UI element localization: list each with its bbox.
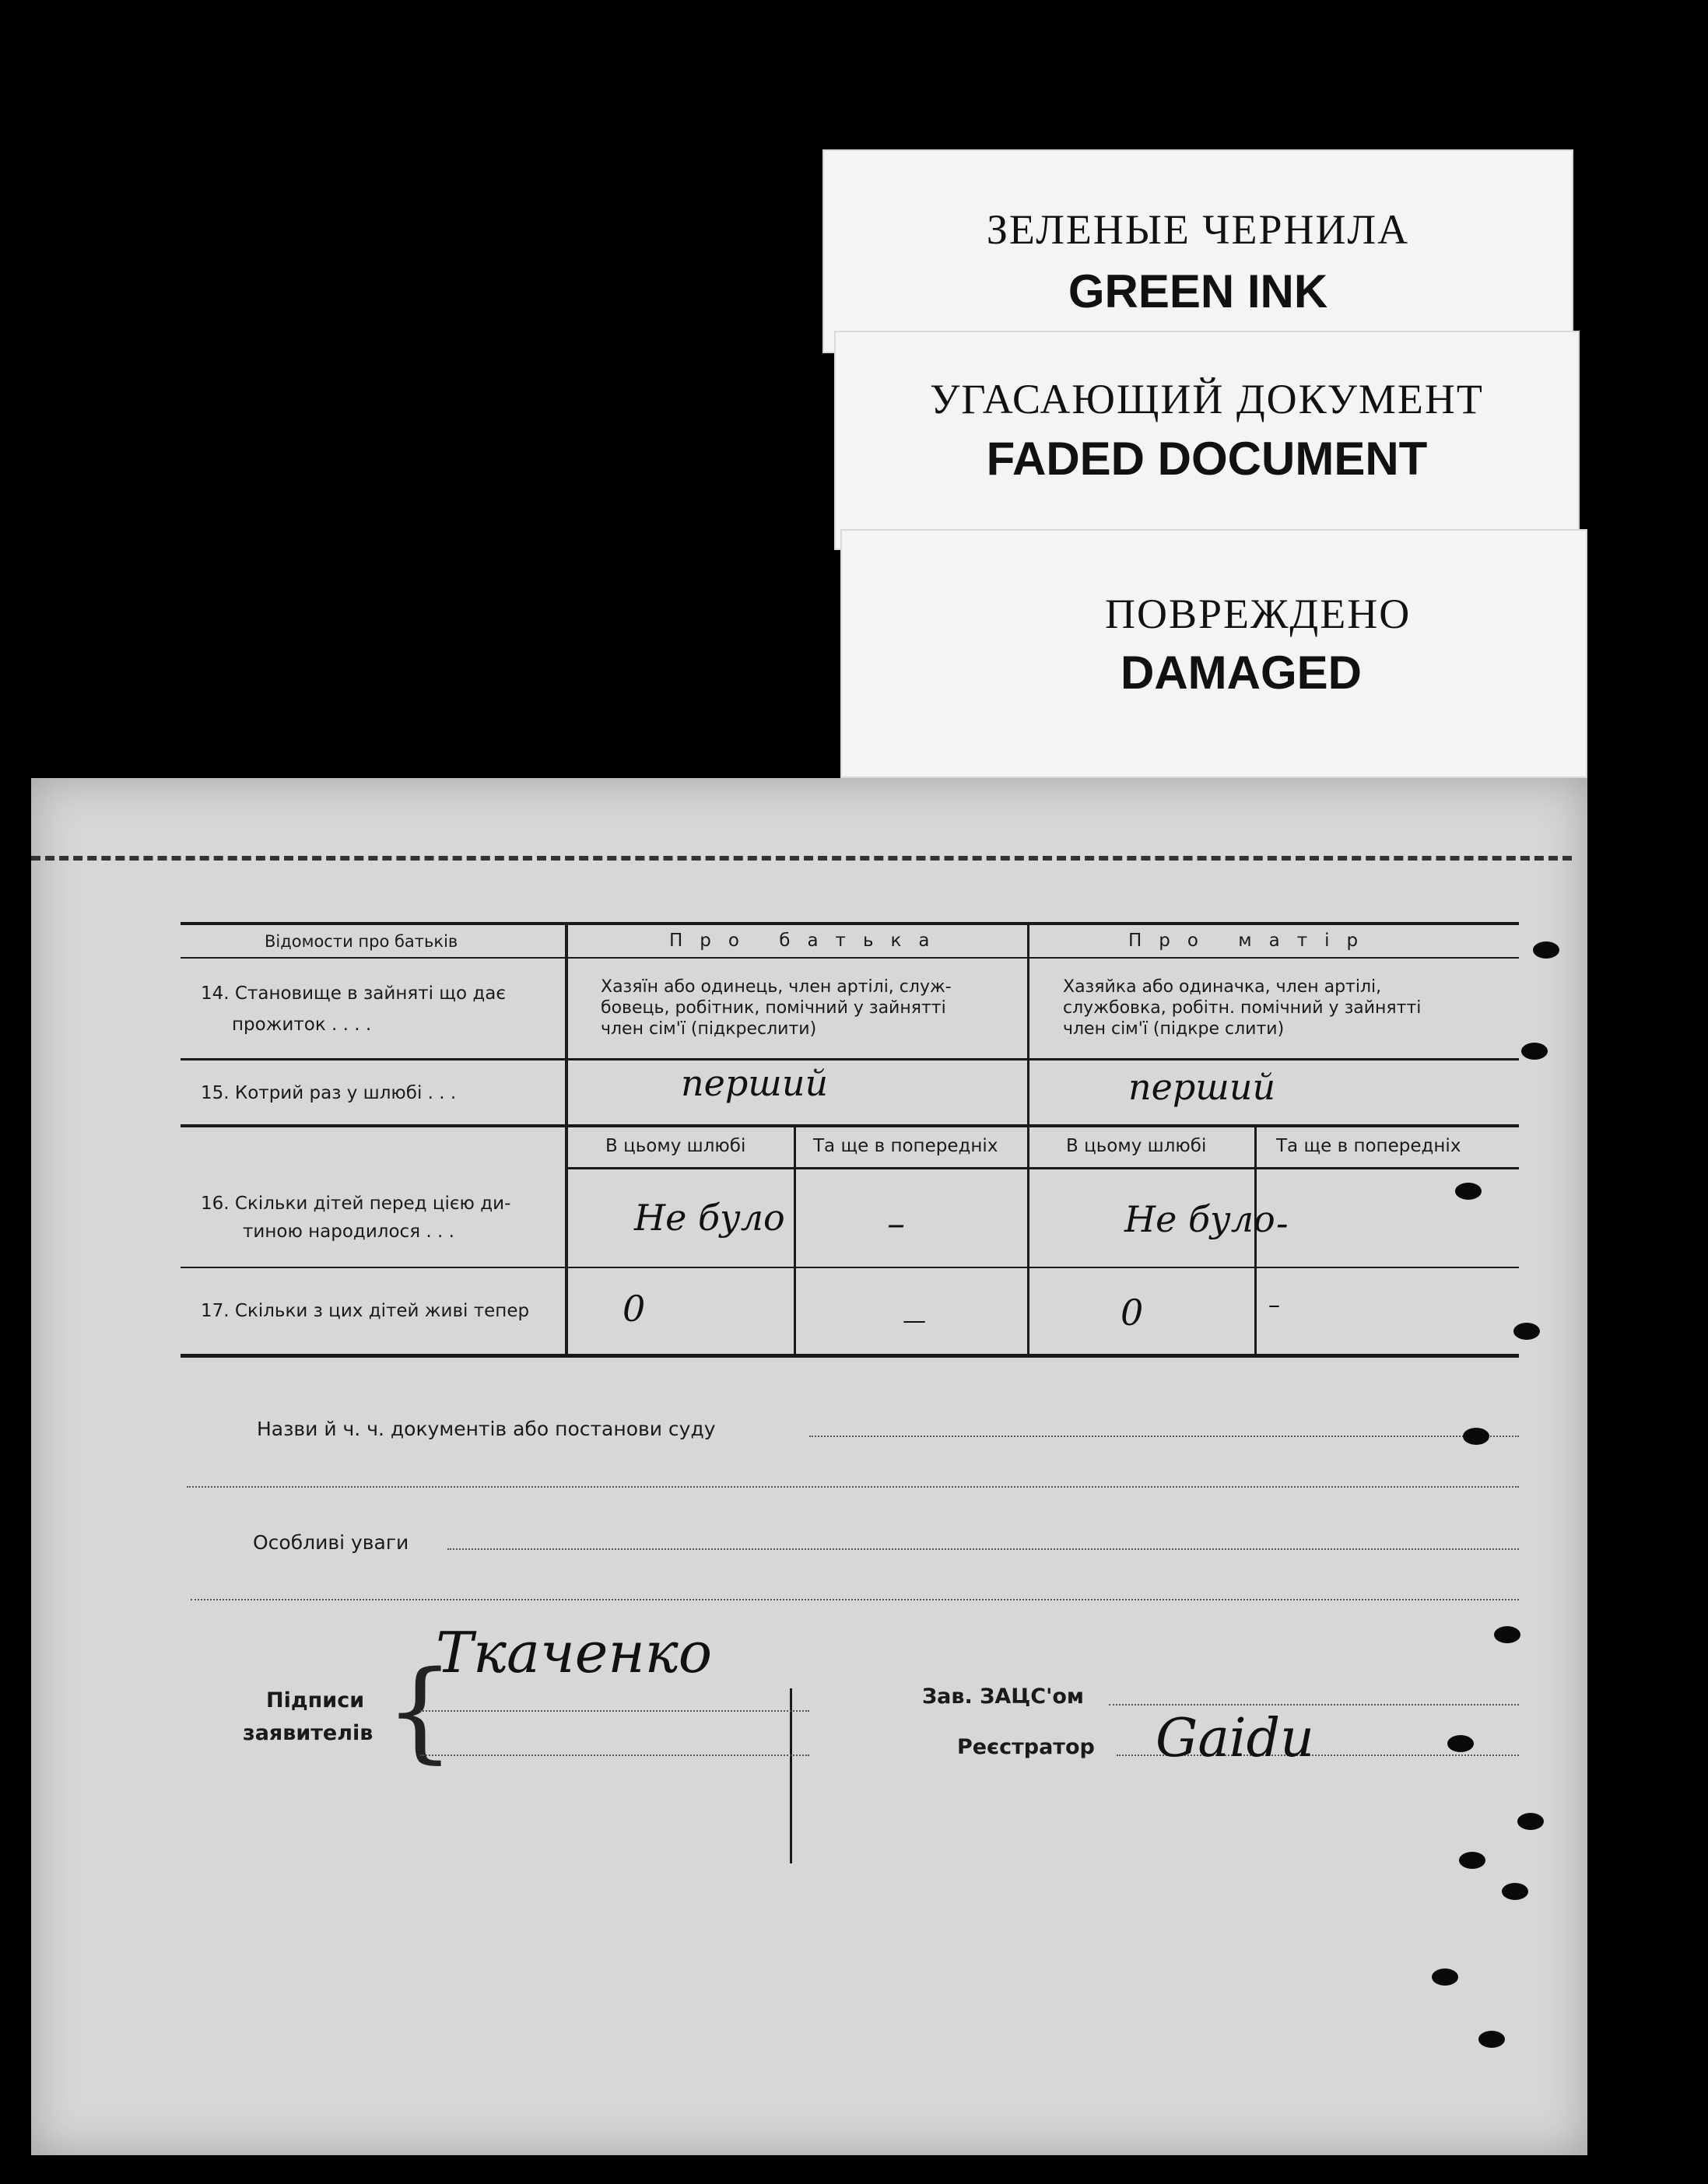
signature-line-1 [420, 1710, 809, 1712]
row17-mother-this: 0 [1121, 1292, 1144, 1334]
row16-mother-prev: - [1276, 1202, 1289, 1244]
row14-father-2: бовець, робітник, помічний у зайнятті [601, 998, 946, 1018]
col-divider-1 [565, 924, 568, 1356]
row17-father-prev: — [903, 1307, 926, 1334]
col-divider-mother [1254, 1127, 1257, 1356]
remarks-label: Особливі уваги [253, 1531, 409, 1554]
registrar-signature: Gaidu [1156, 1708, 1314, 1769]
faded-document-en: FADED DOCUMENT [986, 433, 1428, 485]
signature-stroke [790, 1688, 792, 1863]
damage-hole [1432, 1968, 1458, 1986]
faded-document-label [834, 331, 1580, 550]
row14-mother-1: Хазяйка або одиначка, член артілі, [1063, 977, 1382, 997]
row14-label-2: прожиток . . . . [232, 1015, 372, 1035]
faded-document-ru: УГАСАЮЩИЙ ДОКУМЕНТ [930, 376, 1484, 422]
damage-hole [1533, 941, 1559, 959]
row14-mother-3: член сім'ї (підкре слити) [1063, 1019, 1285, 1039]
green-ink-ru: ЗЕЛЕНЫЕ ЧЕРНИЛА [986, 206, 1410, 253]
applicant-signature: Ткаченко [436, 1620, 713, 1685]
row17-father-this: 0 [623, 1288, 646, 1330]
damage-hole [1502, 1883, 1528, 1900]
row15-father-value: перший [681, 1062, 829, 1104]
row16-border [181, 1267, 1519, 1268]
table-header-border [181, 957, 1519, 959]
green-ink-en: GREEN INK [1068, 265, 1328, 317]
subheader-mother-this: В цьому шлюбі [1066, 1136, 1207, 1156]
damage-hole [1494, 1626, 1520, 1643]
table-bottom-border [181, 1354, 1519, 1358]
damage-hole [1513, 1323, 1540, 1340]
damage-hole [1463, 1428, 1489, 1445]
row17-mother-prev: – [1268, 1292, 1280, 1319]
damage-hole [1478, 2031, 1505, 2048]
header-mother: Про матір [1128, 931, 1376, 951]
subheader-father-prev: Та ще в попередніх [813, 1136, 998, 1156]
head-line [1109, 1704, 1519, 1705]
col-divider-2 [1027, 924, 1029, 1356]
green-ink-label [822, 149, 1573, 353]
perforation-line [31, 856, 1572, 861]
row14-border [181, 1058, 1519, 1060]
row15-mother-value: перший [1128, 1066, 1276, 1108]
documents-line-2 [187, 1486, 1519, 1488]
header-father: Про батька [669, 931, 947, 951]
row16-father-prev: – [887, 1202, 905, 1244]
damage-hole [1521, 1043, 1548, 1060]
signature-line-2 [420, 1755, 809, 1756]
row15-label: 15. Котрий раз у шлюбі . . . [201, 1083, 457, 1103]
signatures-brace: { [385, 1648, 455, 1775]
subheader-father-this: В цьому шлюбі [605, 1136, 746, 1156]
table-top-border [181, 922, 1519, 925]
row16-label-2: тиною народилося . . . [243, 1222, 454, 1242]
damage-hole [1455, 1183, 1482, 1200]
signatures-label-2: заявителів [243, 1721, 374, 1745]
col-divider-father [794, 1127, 796, 1356]
damage-hole [1459, 1852, 1485, 1869]
damage-hole [1517, 1813, 1544, 1830]
row15-border [181, 1124, 1519, 1127]
signatures-label-1: Підписи [266, 1688, 365, 1712]
row16-mother-this: Не було [1124, 1198, 1275, 1240]
row16-father-this: Не було [634, 1197, 785, 1239]
damaged-ru: ПОВРЕЖДЕНО [1105, 591, 1412, 637]
damaged-en: DAMAGED [1121, 647, 1362, 699]
documents-line [809, 1436, 1519, 1437]
row17-label: 17. Скільки з цих дітей живі тепер [201, 1301, 530, 1321]
damaged-label [840, 529, 1587, 778]
header-parents-info: Відомости про батьків [265, 932, 458, 951]
documents-label: Назви й ч. ч. документів або постанови суду [257, 1418, 716, 1440]
form-page [31, 778, 1587, 2155]
subheader-border [568, 1167, 1519, 1169]
damage-hole [1447, 1735, 1474, 1752]
head-label: Зав. ЗАЦС'ом [922, 1684, 1084, 1709]
row14-father-1: Хазяїн або одинець, член артілі, служ- [601, 977, 952, 997]
row14-father-3: член сім'ї (підкреслити) [601, 1019, 817, 1039]
subheader-mother-prev: Та ще в попередніх [1276, 1136, 1461, 1156]
remarks-line-2 [191, 1599, 1519, 1600]
row14-mother-2: службовка, робітн. помічний у зайнятті [1063, 998, 1422, 1018]
row16-label-1: 16. Скільки дітей перед цією ди- [201, 1194, 511, 1214]
remarks-line [447, 1548, 1519, 1550]
row14-label-1: 14. Становище в зайняті що дає [201, 983, 506, 1004]
registrar-label: Реєстратор [957, 1735, 1095, 1759]
